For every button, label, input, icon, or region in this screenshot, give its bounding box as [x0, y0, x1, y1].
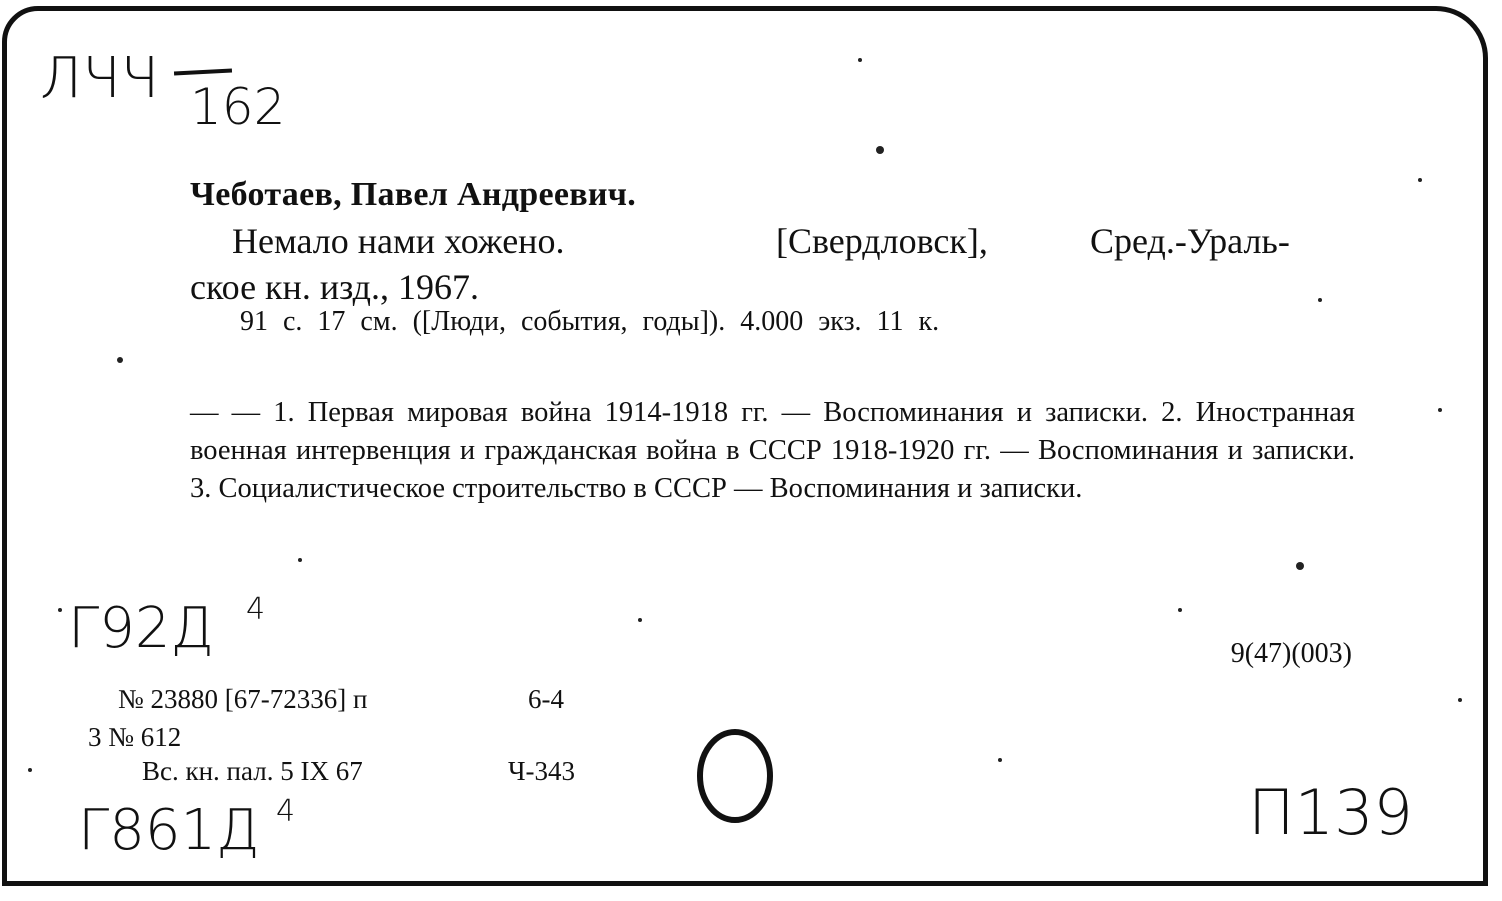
handwritten-code-middle: Г92Д — [68, 596, 214, 661]
publisher-start: Сред.-Ураль- — [1090, 221, 1290, 261]
subject-headings: — — 1. Первая мировая война 1914-1918 гг. — Воспоминания и записки. 2. Иностранная военная интервенция и гражданская война в СССР 1918-1920 гг. — Воспоминания и записки. 3. Социалистическое строительство в СССР — Воспоминания и записки. — [190, 397, 1355, 504]
publisher-end: ское кн. изд., 1967. — [190, 267, 479, 307]
publication-place: [Свердловск], — [776, 221, 988, 261]
record-number-code: 6-4 — [528, 684, 564, 714]
handwritten-shelfmark-denominator: 162 — [190, 78, 286, 136]
classification-code: 9(47)(003) — [1230, 638, 1352, 669]
chamber-date: Вс. кн. пал. 5 IX 67 — [142, 756, 363, 786]
order-number: 3 № 612 — [88, 722, 182, 752]
handwritten-code-middle-superscript: 4 — [246, 592, 266, 627]
physical-description: 91 с. 17 см. ([Люди, события, годы]). 4.000 экз. 11 к. — [240, 306, 940, 337]
handwritten-code-bottom: Г861Д — [78, 798, 260, 863]
book-title: Немало нами хожено. — [232, 221, 565, 261]
circle-mark — [694, 726, 776, 826]
chamber-code: Ч-343 — [508, 756, 576, 786]
author-heading: Чеботаев, Павел Андреевич. — [190, 176, 637, 213]
record-number: № 23880 [67-72336] п — [118, 684, 368, 714]
handwritten-code-bottom-superscript: 4 — [276, 794, 296, 829]
handwritten-shelfmark-top: ЛЧЧ — [40, 46, 159, 111]
handwritten-code-bottom-right: П139 — [1248, 776, 1413, 849]
